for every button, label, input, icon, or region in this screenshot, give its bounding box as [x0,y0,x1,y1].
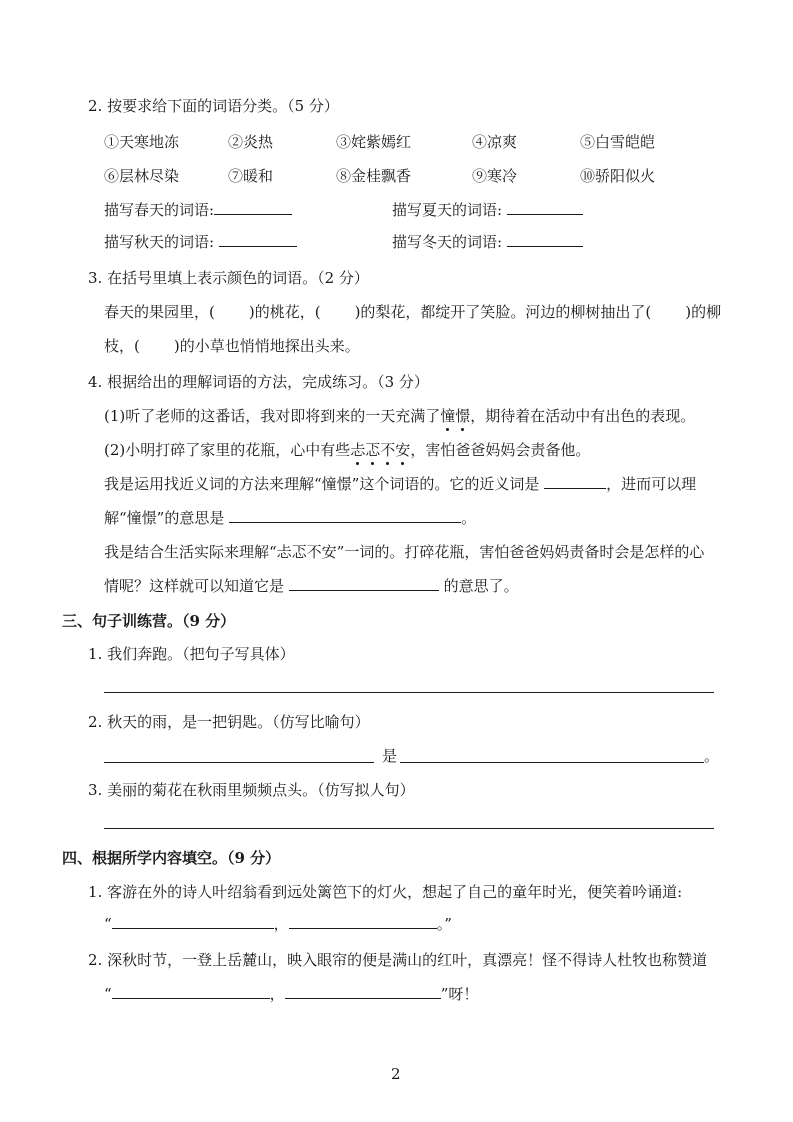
sec3-item-3: 3. 美丽的菊花在秋雨里频频点头。（仿写拟人句） [88,781,415,799]
q2-title: 2. 按要求给下面的词语分类。（5 分） [88,97,339,115]
q4-sentence-2: (2)小明打碎了家里的花瓶，心中有些忐忑不安，害怕爸爸妈妈会责备他。 [104,441,591,459]
word-option: ④凉爽 [472,133,518,151]
sec4-item-1-answer: “ ， 。” [104,915,452,933]
q3-line-2: 枝，( )的小草也悄悄地探出头来。 [104,337,360,355]
q4-sentence-1: (1)听了老师的这番话，我对即将到来的一天充满了憧憬，期待着在活动中有出色的表现。 [104,407,696,425]
sec3-item-2-end: 。 [704,747,720,765]
meaning-answer-blank[interactable] [229,508,461,523]
sec4-item-2-answer: “ ， ”呀！ [104,985,479,1003]
q4-title: 4. 根据给出的理解词语的方法，完成练习。（3 分） [88,373,429,391]
summer-label: 描写夏天的词语: [392,201,503,219]
sec3-answer-line-1[interactable] [104,692,714,693]
meaning-answer-blank-2[interactable] [289,576,439,591]
word-option: ⑦暖和 [228,167,274,185]
word-option: ①天寒地冻 [104,133,180,151]
sec4-item-2: 2. 深秋时节，一登上岳麓山，映入眼帘的便是满山的红叶，真漂亮！怪不得诗人杜牧也称赞道 [88,951,708,969]
section-3-title: 三、句子训练营。（9 分） [62,612,236,630]
autumn-label: 描写秋天的词语: [104,233,215,251]
sec3-item-2-connector: 是 [382,747,398,765]
poem-line-blank-4[interactable] [285,984,441,999]
word-option: ⑩骄阳似火 [580,167,656,185]
sec3-answer-line-2b[interactable] [400,762,704,763]
word-option: ③姹紫嫣红 [336,133,412,151]
poem-line-blank-1[interactable] [112,914,274,929]
spring-answer-blank[interactable] [214,200,292,215]
sec4-item-1: 1. 客游在外的诗人叶绍翁看到远处篱笆下的灯火，想起了自己的童年时光，便笑着吟诵道: [88,883,683,901]
synonym-answer-blank[interactable] [544,474,606,489]
word-option: ②炎热 [228,133,274,151]
sec3-answer-line-2a[interactable] [104,762,374,763]
emphasized-char: 安 [395,441,411,459]
poem-line-blank-2[interactable] [289,914,437,929]
emphasized-char: 忑 [365,441,381,459]
q3-line-1: 春天的果园里，( )的桃花，( )的梨花，都绽开了笑脸。河边的柳树抽出了( )的柳 [104,303,722,321]
q4-paragraph-2: 解“憧憬”的意思是 。 [104,509,477,527]
poem-line-blank-3[interactable] [112,984,270,999]
q3-title: 3. 在括号里填上表示颜色的词语。（2 分） [88,269,369,287]
word-option: ⑤白雪皑皑 [580,133,656,151]
sec3-answer-line-3[interactable] [104,828,714,829]
spring-label: 描写春天的词语: [104,201,215,219]
winter-answer-blank[interactable] [507,232,583,247]
q4-paragraph-3: 我是结合生活实际来理解“忐忑不安”一词的。打碎花瓶，害怕爸爸妈妈责备时会是怎样的心 [104,543,705,561]
emphasized-char: 忐 [350,441,366,459]
section-4-title: 四、根据所学内容填空。（9 分） [62,849,281,867]
word-option: ⑨寒冷 [472,167,518,185]
sec3-item-2: 2. 秋天的雨，是一把钥匙。（仿写比喻句） [88,713,370,731]
sec3-item-1: 1. 我们奔跑。（把句子写具体） [88,645,295,663]
page-number: 2 [391,1065,401,1083]
summer-answer-blank[interactable] [507,200,583,215]
autumn-answer-blank[interactable] [219,232,297,247]
winter-label: 描写冬天的词语: [392,233,503,251]
q4-paragraph-4: 情呢？这样就可以知道它是 的意思了。 [104,577,519,595]
word-option: ⑧金桂飘香 [336,167,412,185]
word-option: ⑥层林尽染 [104,167,180,185]
emphasized-char: 憬 [455,407,471,425]
q4-paragraph-1: 我是运用找近义词的方法来理解“憧憬”这个词语的。它的近义词是 ，进而可以理 [104,475,697,493]
emphasized-char: 不 [380,441,396,459]
emphasized-char: 憧 [440,407,456,425]
